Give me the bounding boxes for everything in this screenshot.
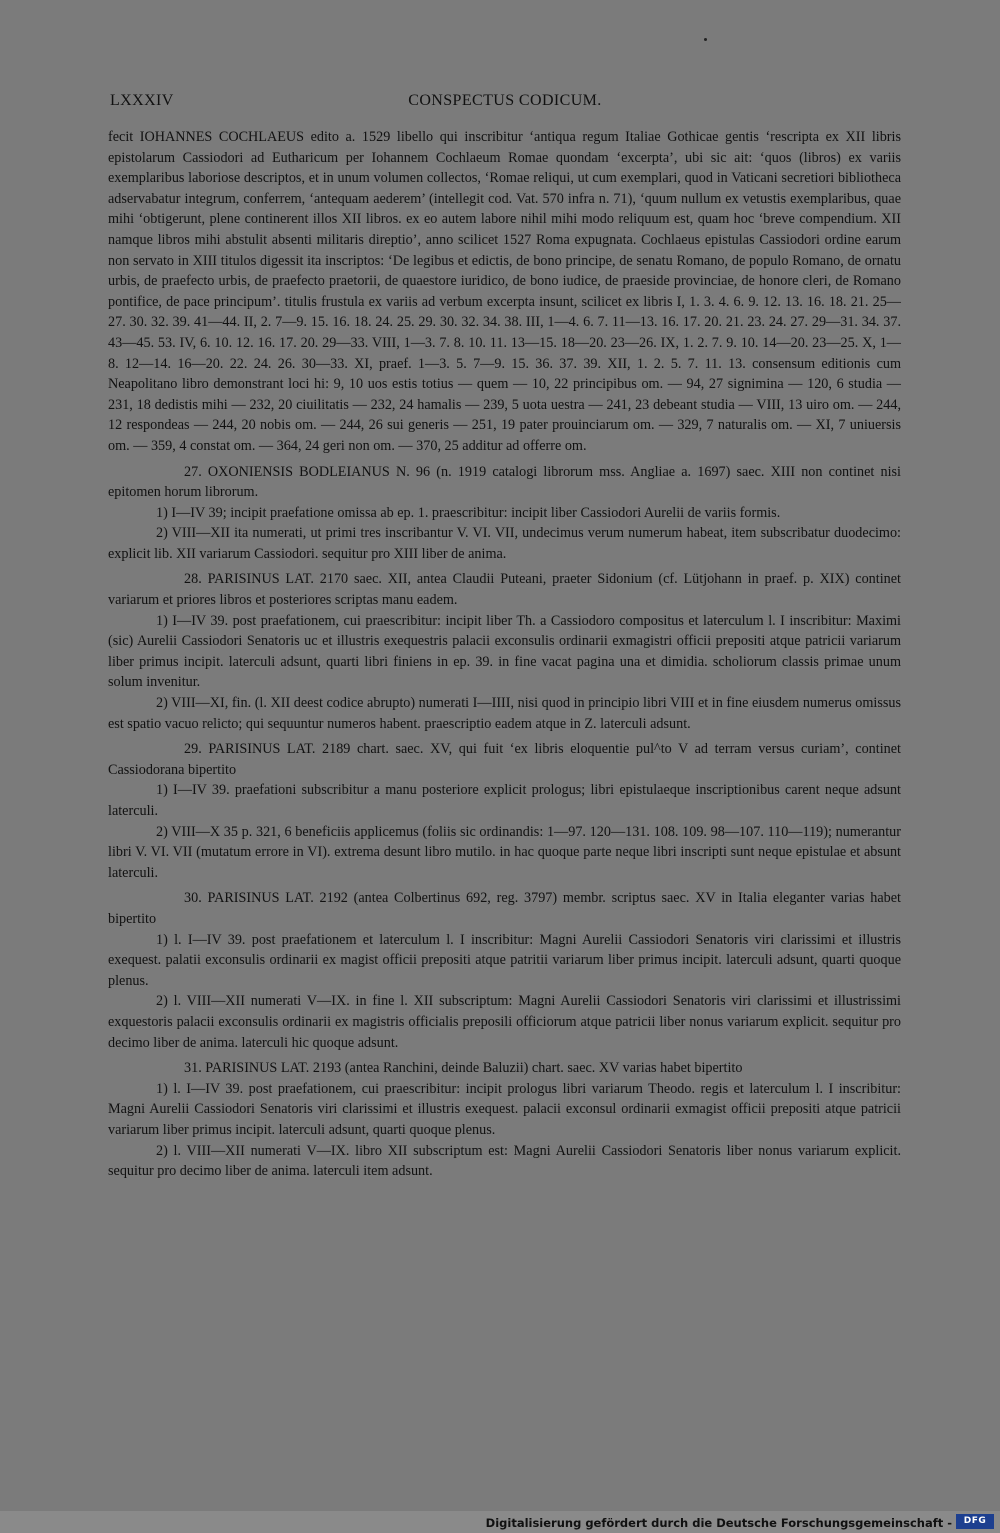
entry-28-part-2: 2) VIII—XI, fin. (l. XII deest codice abrupto) numerati I—IIII, nisi quod in principio libri VIII et in fine eiusdem numerus omissus est spatio vacuo relicto; qui sequuntur numeros habent. praescriptio eadem atque in Z. laterculi adsunt.	[108, 695, 901, 732]
page-body	[108, 127, 901, 1182]
entry-31-part-1: 1) l. I—IV 39. post praefationem, cui praescribitur: incipit prologus libri variarum Theodo. regis et laterculum l. I inscribitur: Magni Aurelii Cassiodori Senatoris viri clarissimi et illustris exequest. palacii exconsul ordinarii exmagist officii prepositi atque patricii variarum liber primus incipit. laterculi adsunt, quarti quoque plenus.	[108, 1080, 901, 1138]
running-title: CONSPECTUS CODICUM.	[408, 92, 602, 109]
paragraph-cochlaeus: fecit IOHANNES COCHLAEUS edito a. 1529 libello qui inscribitur ‘antiqua regum Italiae Gothicae gentis ‘rescripta ex XII libris epistolarum Cassiodori ad Eutharicum per Iohannem Cochlaeum Romae quondam ‘excerpta’, ubi sic ait: ‘quos (libros) ex variis exemplaribus laboriose descriptos, et in unum volumen collectos, ‘Romae reliqui, ut cum exemplari, quod in Vaticani secretiori bibliotheca adservabatur integrum, conferrem, ‘antequam aederem’ (intellegit cod. Vat. 570 infra n. 71), ‘quum nullum ex vetustis exemplaribus, quae mihi ‘obtigerunt, plene continerent illos XII libros. ex eo autem labore nihil mihi modo reliquum est, quam hoc ‘breve compendium. XII namque libros mihi abstulit absenti militaris direptio’, anno scilicet 1527 Roma expugnata. Cochlaeus epistulas Cassiodori ordine earum non servato in XIII titulos digessit ita inscriptos: ‘De legibus et edictis, de bono principe, de senatu Romano, de populo Romano, de ornatu urbis, de praefecto urbis, de praefecto praetorii, de quaestore iuridico, de bono iudice, de praeside provinciae, de honore cleri, de Romano pontifice, de pace principum’. titulis frustula ex variis ad verbum excerpta insunt, scilicet ex libris I, 1. 3. 4. 6. 9. 12. 13. 16. 18. 21. 25—27. 30. 32. 39. 41—44. II, 2. 7—9. 15. 16. 18. 24. 25. 29. 30. 32. 34. 38. III, 1—4. 6. 7. 11—13. 16. 17. 20. 21. 23. 24. 27. 29—31. 34. 37. 43—45. 53. IV, 6. 10. 12. 16. 17. 20. 29—33. VIII, 1—3. 7. 8. 10. 11. 13—15. 18—20. 23—26. IX, 1. 2. 7. 9. 10. 14—20. 23—25. X, 1—8. 12—14. 16—20. 22. 24. 26. 30—33. XI, praef. 1—3. 5. 7—9. 15. 36. 37. 39. XII, 1. 2. 5. 7. 11. 13. consensum editionis cum Neapolitano libro demonstrant loci hi: 9, 10 uos estis totius — quem — 10, 22 principibus om. — 94, 27 signimina — 120, 6 studia — 231, 18 dedistis mihi — 232, 20 ciuilitatis — 232, 24 hamalis — 239, 5 uota uestra — 241, 23 debeant studia — VIII, 13 uiro om. — 244, 12 respondeas — 244, 20 nobis om. — 244, 26 sui generis — 251, 19 pater prouinciarum om. — 329, 7 naturalis om. — XI, 7 uniuersis om. — 359, 4 constat om. — 364, 24 geri non om. — 370, 25 additur ad offerre om.	[108, 129, 901, 454]
entry-30: 30. PARISINUS LAT. 2192 (antea Colbertinus 692, reg. 3797) membr. scriptus saec. XV in Italia eleganter varias habet bipertito	[108, 890, 901, 927]
entry-29-part-2: 2) VIII—X 35 p. 321, 6 beneficiis applicemus (foliis sic ordinandis: 1—97. 120—131. 108. 109. 98—107. 110—119); numerantur libri V. VI. VII (mutatum errore in VI). extrema desunt libro mutilo. in hac quoque parte neque libri inscripti sunt neque epistulae et absunt laterculi.	[108, 823, 901, 881]
entry-30-part-1: 1) l. I—IV 39. post praefationem et laterculum l. I inscribitur: Magni Aurelii Cassiodori Senatoris viri clarissimi et illustris exequest. palatii exconsulis ordinarii ex magist officii prepositi atque patritii variarum liber primus incipit. laterculi adsunt, quarti quoque plenus.	[108, 931, 901, 989]
dfg-logo[interactable]: DFG	[956, 1514, 994, 1529]
page-number: LXXXIV	[110, 92, 174, 109]
entry-30-part-2: 2) l. VIII—XII numerati V—IX. in fine l. XII subscriptum: Magni Aurelii Cassiodori Senatoris viri clarissimi et illustrissimi exquestoris palacii exconsulis ordinarii ex magistris officialis preposili officiorum atque patricii liber nonus variarum explicit. sequitur pro decimo liber de anima. laterculi hic quoque adsunt.	[108, 993, 901, 1051]
entry-28: 28. PARISINUS LAT. 2170 saec. XII, antea Claudii Puteani, praeter Sidonium (cf. Lütjohann in praef. p. XIX) continet variarum et priores libros et posteriores scriptas manu eadem.	[108, 571, 901, 609]
footer-credit: Digitalisierung gefördert durch die Deutsche Forschungsgemeinschaft -	[485, 1516, 952, 1530]
entry-27: 27. OXONIENSIS BODLEIANUS N. 96 (n. 1919 catalogi librorum mss. Angliae a. 1697) saec. XIII non continet nisi epitomen horum librorum.	[108, 463, 901, 501]
entry-27-part-2: 2) VIII—XII ita numerati, ut primi tres inscribantur V. VI. VII, undecimus verum numerum habeat, item subscribatur duodecimo: explicit lib. XII variarum Cassiodori. sequitur pro XIII liber de anima.	[108, 525, 901, 562]
digitization-footer	[0, 1511, 1000, 1533]
entry-29-part-1: 1) I—IV 39. praefationi subscribitur a manu posteriore explicit prologus; libri epistulaeque inscriptionibus carent neque adsunt laterculi.	[108, 782, 901, 819]
entry-31-part-2: 2) l. VIII—XII numerati V—IX. libro XII subscriptum est: Magni Aurelii Cassiodori Senatoris liber nonus variarum explicit. sequitur pro decimo liber de anima. laterculi item adsunt.	[108, 1142, 901, 1180]
running-header	[110, 92, 900, 114]
entry-31: 31. PARISINUS LAT. 2193 (antea Ranchini, deinde Baluzii) chart. saec. XV varias habet bipertito	[184, 1060, 743, 1077]
entry-29: 29. PARISINUS LAT. 2189 chart. saec. XV, qui fuit ‘ex libris eloquentie pul^to V ad terram versus curiam’, continet Cassiodorana bipertito	[108, 741, 901, 778]
entry-28-part-1: 1) I—IV 39. post praefationem, cui praescribitur: incipit liber Th. a Cassiodoro compositus et laterculum l. I inscribitur: Maximi (sic) Aurelii Cassiodori Senatoris uc et illustris exequestris palacii exconsulis ordinarii exmagistri officii prepositi atque patricii variarum liber primus incipit. laterculi adsunt, quarti libri finiens in ep. 39. in fine vacat pagina una et dimidia. scholiorum classis primae unum solum invenitur.	[108, 612, 901, 691]
entry-27-part-1: 1) I—IV 39; incipit praefatione omissa ab ep. 1. praescribitur: incipit liber Cassiodori Aurelii de variis formis.	[156, 504, 781, 521]
speck-mark	[704, 38, 707, 41]
